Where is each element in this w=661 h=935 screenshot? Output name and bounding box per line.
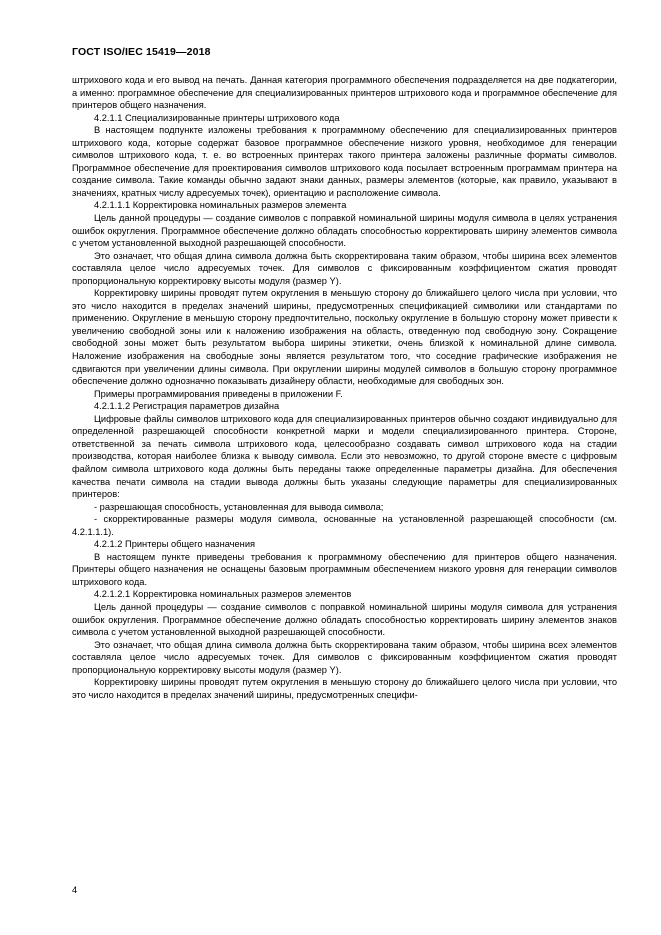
- paragraph-rounding-explanation: Это означает, что общая длина символа должна быть скорректирована таким образом, чтобы ширина всех элементов составляла целое число адресуемых точек. Для символов с фиксированным коэффициентом сжатия проводят пропорциональную корректировку высоты модуля (размер Y).: [72, 250, 617, 286]
- heading-4-2-1-1-2: 4.2.1.1.2 Регистрация параметров дизайна: [94, 401, 280, 412]
- paragraph-rounding-down-2: Корректировку ширины проводят путем округления в меньшую сторону до ближайшего целого числа при условии, что это число находится в пределах значений ширины, предусмотренных специфи-: [72, 677, 617, 700]
- document-body: [72, 74, 617, 701]
- paragraph-continued-intro: штрихового кода и его вывод на печать. Данная категория программного обеспечения подразделяется на две подкатегории, а именно: программное обеспечение для специализированных принтеров штрихового кода и программное обеспечение для принтеров общего назначения.: [72, 75, 617, 111]
- paragraph-4-2-1-1-1-body: Цель данной процедуры — создание символов с поправкой номинальной ширины модуля символа в целях устранения ошибок округления. Программное обеспечение должно обладать способностью корректировать ширину элементов символа с учетом установленной выходной разрешающей способности.: [72, 213, 617, 249]
- list-item-resolution: - разрешающая способность, установленная для вывода символа;: [94, 501, 384, 512]
- paragraph-4-2-1-2-body: В настоящем пункте приведены требования к программному обеспечению для принтеров общего назначения. Принтеры общего назначения не оснащены базовым программным обеспечением низкого уровня для генерации символов штрихового кода.: [72, 551, 617, 587]
- paragraph-rounding-down: Корректировку ширины проводят путем округления в меньшую сторону до ближайшего целого числа при условии, что это число находится в пределах значений ширины, предусмотренных спецификацией символики или стандартами по применению. Округление в меньшую сторону предпочтительно, поскольку округление в большую сторону может привести к увеличению свободной зоны или к наложению изображения на область, отведенную под свободную зону. Сокращение свободной зоны может быть результатом выбора ширины этикетки, очень близкой к номинальной длине символа. Наложение изображения на свободные зоны является результатом того, что соседние графические изображения не сдвигаются при увеличении длины символа. При округлении ширины модулей символов в большую сторону программное обеспечение должно однозначно показывать дизайнеру области, необходимые для свободных зон.: [72, 288, 617, 387]
- paragraph-annex-f-reference: Примеры программирования приведены в приложении F.: [94, 388, 343, 399]
- paragraph-4-2-1-1-body: В настоящем подпункте изложены требования к программному обеспечению для специализированных принтеров штрихового кода, которые содержат базовое программное обеспечение низкого уровня, необходимое для генерации символов штрихового кода, т. е. во встроенных принтерах такого принтера заложены различные форматы символов. Программное обеспечение для проектирования символов штрихового кода посылает встроенным программам принтера на создание символа. Такие команды обычно задают знаки данных, размеры элементов (которые, как правило, указывают в значениях, кратных числу адресуемых точек), ориентацию и расположение символа.: [72, 125, 617, 198]
- paragraph-4-2-1-1-2-body: Цифровые файлы символов штрихового кода для специализированных принтеров обычно создают индивидуально для определенной разрешающей способности конкретной марки и модели специализированного принтера. Стороне, ответственной за печать символа штрихового кода, целесообразно создавать символ штрихового кода на стадии производства, которая наиболее близка к выводу символа. Если это невозможно, то другой стороне вместе с цифровым файлом символа штрихового кода должны быть переданы также определенные параметры дизайна. Для обеспечения качества печати символа на стадии вывода должны быть указаны следующие параметры для специализированных принтеров:: [72, 413, 617, 500]
- heading-4-2-1-2: 4.2.1.2 Принтеры общего назначения: [94, 539, 256, 550]
- paragraph-4-2-1-2-1-body: Цель данной процедуры — создание символов с поправкой номинальной ширины модуля символа для устранения ошибок округления. Программное обеспечение должно обладать способностью корректировать ширину элементов знаков символа с учетом установленной выходной разрешающей способности.: [72, 601, 617, 638]
- heading-4-2-1-1-1: 4.2.1.1.1 Корректировка номинальных размеров элемента: [94, 200, 347, 211]
- list-item-corrected-sizes: - скорректированные размеры модуля символа, основанные на установленной разрешающей способности (см. 4.2.1.1.1).: [72, 514, 617, 537]
- page-number: 4: [72, 885, 78, 895]
- document-header: ГОСТ ISO/IEC 15419—2018: [72, 46, 211, 58]
- heading-4-2-1-2-1: 4.2.1.2.1 Корректировка номинальных размеров элементов: [94, 589, 352, 600]
- heading-4-2-1-1: 4.2.1.1 Специализированные принтеры штрихового кода: [94, 112, 340, 123]
- paragraph-rounding-explanation-2: Это означает, что общая длина символа должна быть скорректирована таким образом, чтобы ширина всех элементов составляла целое число адресуемых точек. Для символов с фиксированным коэффициентом сжатия проводят пропорциональную корректировку высоты модуля (размер Y).: [72, 639, 617, 675]
